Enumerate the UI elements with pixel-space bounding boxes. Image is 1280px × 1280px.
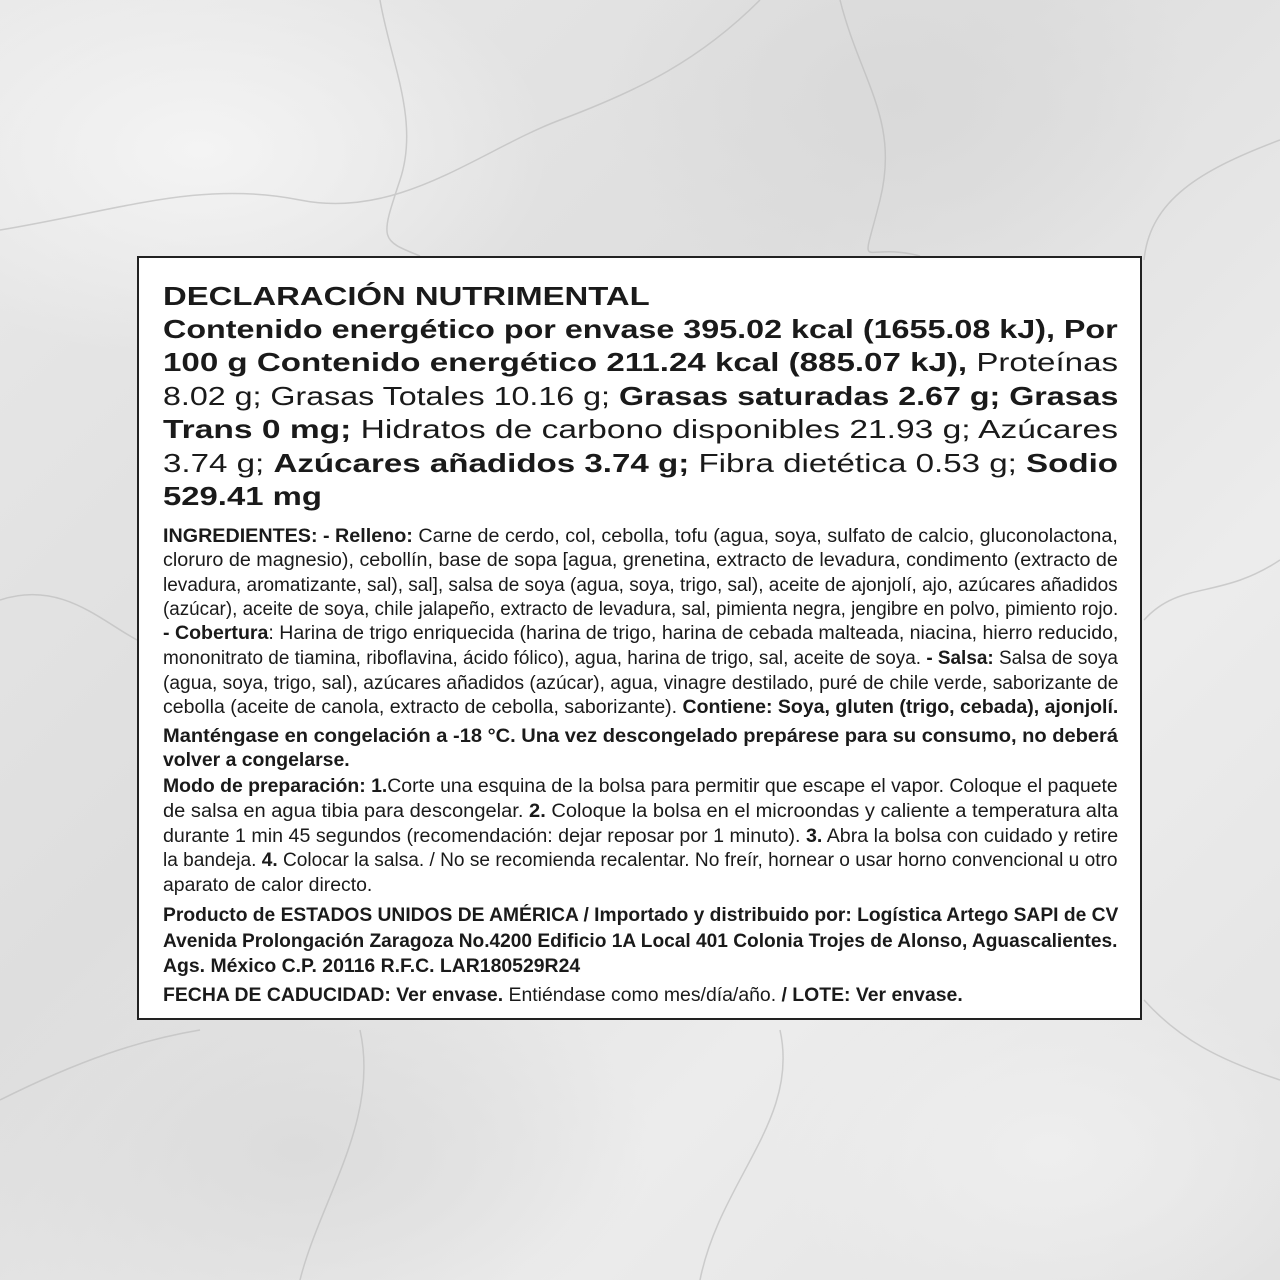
bold-text: Grasas saturadas 2.67 g; Grasas <box>618 381 1119 411</box>
bold-text: Ags. México C.P. 20116 R.F.C. LAR180529R24 <box>163 956 581 977</box>
bold-text: INGREDIENTES: - Relleno: <box>163 526 413 547</box>
text: Colocar la salsa. / No se recomienda recalentar. No freír, hornear o usar horno convencional u otro <box>277 850 1118 871</box>
bold-text: Trans 0 mg; <box>163 414 352 444</box>
bold-text: Avenida Prolongación Zaragoza No.4200 Edificio 1A Local 401 Colonia Trojes de Alonso, Aguascalientes. <box>163 931 1118 952</box>
body-line <box>163 826 1118 848</box>
bold-text: 2. <box>529 801 546 822</box>
text: (agua, soya, trigo, sal), azúcares añadidos (azúcar), agua, vinagre destilado, puré de chile verde, saborizante de <box>163 673 1119 694</box>
header-line <box>163 481 322 511</box>
bold-text: Producto de ESTADOS UNIDOS DE AMÉRICA / Importado y distribuido por: Logística Artego SAPI de CV <box>163 905 1119 926</box>
body-line <box>163 648 1118 670</box>
text: (azúcar), aceite de soya, chile jalapeño, extracto de levadura, sal, pimienta negra, jengibre en polvo, pimiento rojo. <box>163 599 1119 620</box>
header-line <box>163 314 1118 344</box>
body-line <box>163 801 1118 823</box>
text: Salsa de soya <box>993 648 1118 669</box>
body-line <box>163 850 1117 872</box>
text: cebolla (aceite de canola, extracto de cebolla, saborizante). <box>163 697 683 718</box>
text: cloruro de magnesio), cebollín, base de sopa [agua, grenetina, extracto de levadura, condimento (extracto de <box>163 550 1118 571</box>
text: la bandeja. <box>163 850 262 871</box>
header-line <box>163 347 1118 377</box>
body-line <box>163 599 1118 621</box>
text: Coloque la bolsa en el microondas y caliente a temperatura alta <box>545 801 1119 822</box>
bold-text: / LOTE: Ver envase. <box>781 985 963 1006</box>
body-line <box>163 526 1118 548</box>
bold-text: 529.41 mg <box>163 481 322 511</box>
text: Proteínas <box>967 347 1119 377</box>
body-line <box>163 673 1118 695</box>
bold-text: Modo de preparación: 1. <box>163 776 388 797</box>
header-line <box>163 381 1118 411</box>
bold-text: 4. <box>261 850 278 871</box>
nutrition-label <box>137 256 1142 1020</box>
text: Hidratos de carbono disponibles 21.93 g; Azúcares <box>351 414 1118 444</box>
bold-text: 3. <box>805 826 823 847</box>
bold-text: FECHA DE CADUCIDAD: Ver envase. <box>163 985 504 1006</box>
text: aparato de calor directo. <box>163 875 373 896</box>
body-line <box>163 550 1118 572</box>
body-line <box>163 623 1118 645</box>
header-line <box>163 281 650 311</box>
body-line <box>163 931 1117 953</box>
text: : Harina de trigo enriquecida (harina de trigo, harina de cebada malteada, niacina, hierro reducido, <box>268 623 1119 644</box>
text: Fibra dietética 0.53 g; <box>689 448 1027 478</box>
bold-text: Contiene: Soya, gluten (trigo, cebada), ajonjolí. <box>682 697 1119 718</box>
bold-text: - Salsa: <box>926 648 994 669</box>
text: 8.02 g; Grasas Totales 10.16 g; <box>163 381 619 411</box>
header-line <box>163 448 1118 478</box>
bold-text: Azúcares añadidos 3.74 g; <box>273 448 690 478</box>
body-line <box>163 697 1118 719</box>
body-line <box>163 776 1118 798</box>
bold-text: volver a congelarse. <box>163 750 350 771</box>
text: Entiéndase como mes/día/año. <box>503 985 782 1006</box>
body-line <box>163 985 963 1007</box>
text: 3.74 g; <box>163 448 274 478</box>
text: levadura, aromatizante, sal), sal], salsa de soya (agua, soya, trigo, sal), aceite de ajonjolí, ajo, azúcares añadidos <box>163 575 1118 596</box>
bold-text: 100 g Contenido energético 211.24 kcal (885.07 kJ), <box>163 347 968 377</box>
body-line <box>163 750 350 772</box>
bold-text: Sodio <box>1026 448 1118 478</box>
body-line <box>163 726 1118 748</box>
text: mononitrato de tiamina, riboflavina, ácido fólico), agua, harina de trigo, sal, aceite de soya. <box>163 648 927 669</box>
text: Abra la bolsa con cuidado y retire <box>822 826 1119 847</box>
text: de salsa en agua tibia para descongelar. <box>163 801 530 822</box>
bold-text: Contenido energético por envase 395.02 kcal (1655.08 kJ), Por <box>163 314 1118 344</box>
header-line <box>163 414 1118 444</box>
text: Corte una esquina de la bolsa para permitir que escape el vapor. Coloque el paquete <box>387 776 1118 797</box>
bold-text: - Cobertura <box>163 623 269 644</box>
body-line <box>163 875 372 897</box>
body-line <box>163 575 1118 597</box>
text: Carne de cerdo, col, cebolla, tofu (agua, soya, sulfato de calcio, gluconolactona, <box>412 526 1118 547</box>
text: durante 1 min 45 segundos (recomendación: dejar reposar por 1 minuto). <box>163 826 806 847</box>
body-line <box>163 956 580 978</box>
bold-text: DECLARACIÓN NUTRIMENTAL <box>163 281 650 311</box>
body-line <box>163 905 1118 927</box>
bold-text: Manténgase en congelación a -18 °C. Una vez descongelado prepárese para su consumo, no deberá <box>163 726 1119 747</box>
